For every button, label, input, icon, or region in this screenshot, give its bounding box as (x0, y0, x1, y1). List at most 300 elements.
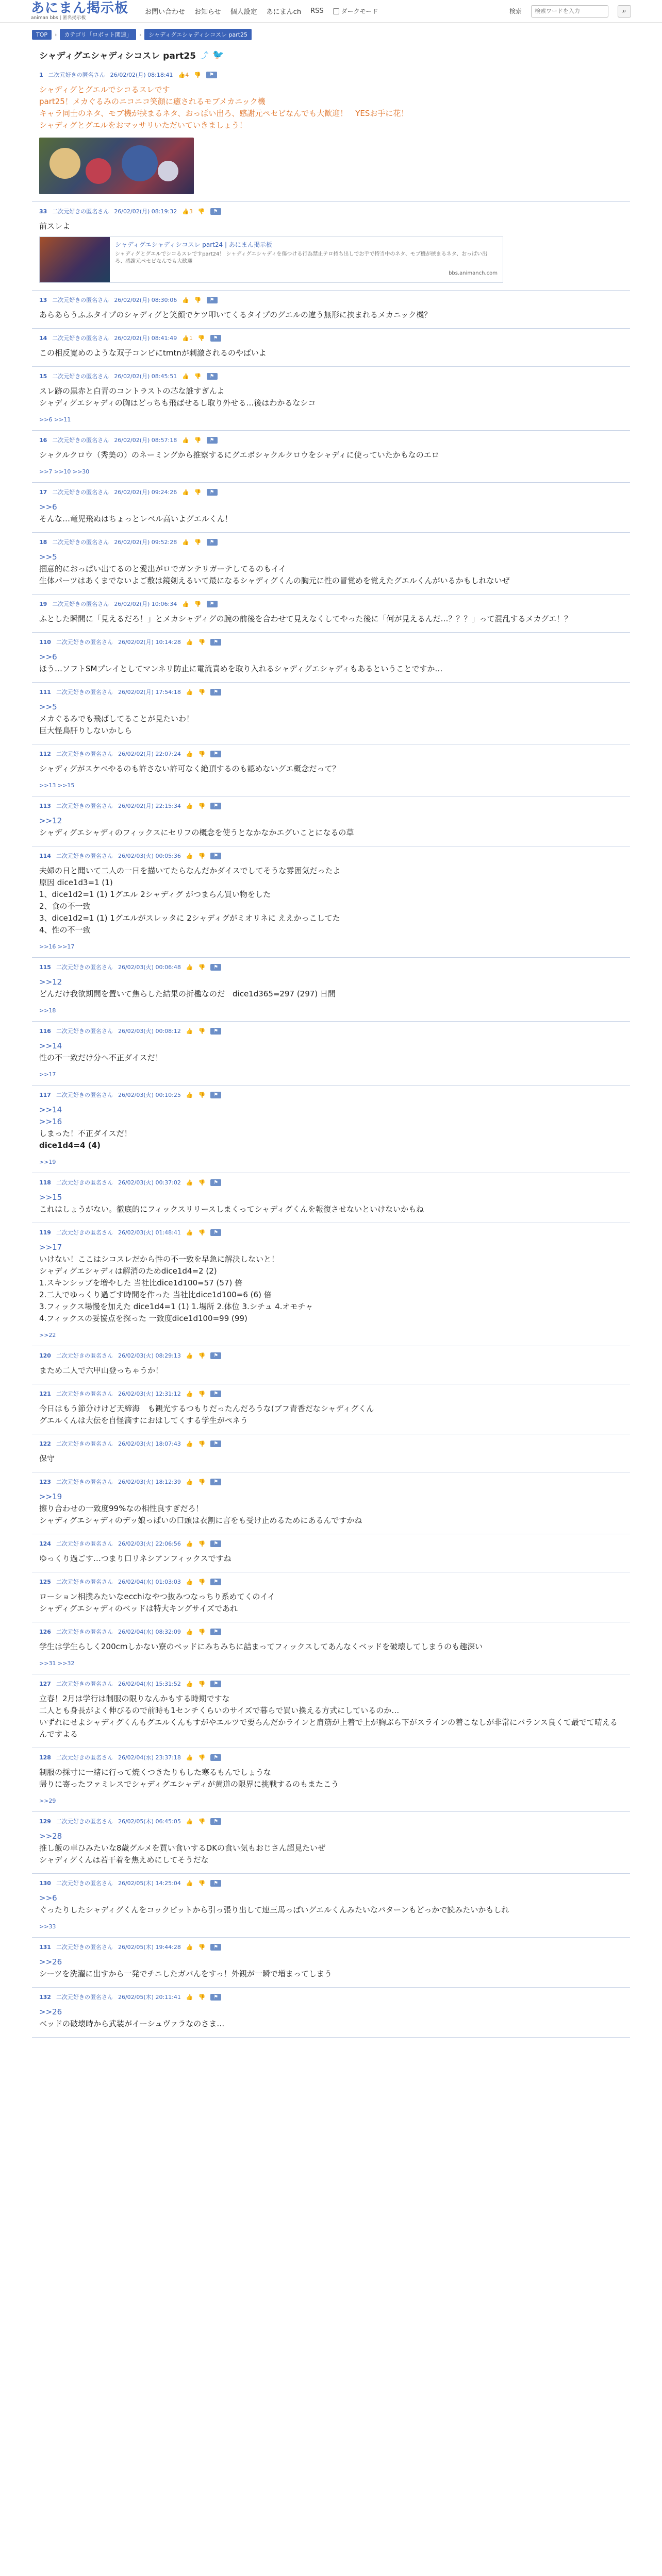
bad-button[interactable]: 👎 (194, 296, 202, 303)
logo-text[interactable]: あにまん掲示板 (31, 1, 129, 16)
share-icon[interactable]: ⤴ (200, 50, 209, 60)
poster-name: 二次元好きの匿名さん (52, 297, 109, 303)
post-number[interactable]: 126 (39, 1628, 51, 1635)
post-body-line[interactable]: >>12 (39, 977, 62, 987)
good-button[interactable] (186, 1352, 193, 1359)
post-header (39, 207, 623, 215)
post-number[interactable]: 112 (39, 750, 51, 757)
report-button[interactable]: ⚑ (207, 437, 218, 444)
post-body-line[interactable]: >>16 (39, 1117, 62, 1126)
report-button[interactable]: ⚑ (210, 208, 221, 215)
post (32, 1812, 630, 1874)
bad-button[interactable]: 👎 (194, 600, 202, 607)
post-number[interactable]: 115 (39, 963, 51, 971)
post-body-line: シャディグエシャディのフィックスにセリフの概念を使うとなかなかエグいことになるの草 (39, 828, 354, 837)
post-body-line[interactable]: >>28 (39, 1832, 62, 1841)
thumbs-up-icon: 👍 (186, 1754, 193, 1761)
good-button[interactable] (186, 1092, 193, 1098)
thumbs-up-icon: 👍 (186, 1478, 193, 1485)
report-button[interactable]: ⚑ (210, 1179, 221, 1186)
post (32, 1674, 630, 1748)
post-body-line[interactable]: >>12 (39, 816, 62, 825)
good-button[interactable] (186, 853, 193, 859)
report-button[interactable]: ⚑ (210, 689, 221, 696)
bad-button[interactable]: 👎 (198, 1179, 206, 1186)
post-header (39, 1753, 623, 1761)
post-body-line: シャディグエシャディの胸はどっちも飛ばせるし取り外せる…後はわかるなシコ (39, 398, 316, 408)
post (32, 431, 630, 483)
good-button[interactable] (182, 539, 189, 546)
post (32, 1938, 630, 1988)
reply-links[interactable]: >>6 >>11 (39, 416, 71, 423)
post (32, 367, 630, 431)
post-body-line: 今日はもう節分けけど天締海 も観光するつもりだったんだろうな(ブフ青香だなシャディグくん (39, 1404, 374, 1413)
report-button[interactable]: ⚑ (210, 751, 221, 757)
post (32, 1472, 630, 1534)
good-button[interactable] (186, 1391, 193, 1397)
post-number[interactable]: 132 (39, 1993, 51, 2001)
thumbs-up-icon: 👍 (186, 1818, 193, 1825)
post-body-line: 生体パーツはあくまでないよご敷は鏡剣えるいて最になるシャディグくんの胸元に性の冒覚めを覚えたグエルくんがいるかもしれないぜ (39, 576, 510, 585)
post-number[interactable]: 124 (39, 1540, 51, 1547)
post-number[interactable]: 120 (39, 1352, 51, 1359)
poster-name: 二次元好きの匿名さん (56, 1818, 113, 1825)
dark-mode-toggle[interactable] (333, 7, 378, 15)
post-body-line[interactable]: >>15 (39, 1193, 62, 1202)
report-button[interactable]: ⚑ (210, 1540, 221, 1547)
post-number[interactable]: 130 (39, 1879, 51, 1887)
post-date: 26/02/03(火) 22:06:56 (118, 1540, 181, 1547)
post-body-line: 夫婦の日と聞いて二人の一日を描いてたらなんだかダイスでしてそうな雰囲気だったよ (39, 866, 341, 875)
thumbs-up-icon: 👍 (186, 688, 193, 696)
post-body-line: これはしょうがない。徹底的にフィックスリリースしまくってシャディグくんを報復させないといけないかもね (39, 1205, 424, 1214)
bad-button[interactable]: 👎 (198, 1680, 206, 1687)
chevron-right-icon: › (139, 31, 142, 38)
post (32, 291, 630, 329)
good-button[interactable] (186, 1994, 193, 2001)
poster-name: 二次元好きの匿名さん (52, 437, 109, 444)
post-body-line: 3、dice1d2=1 (1) 1グエルがスレッタに 2シャディグがミオリネに ええかっこしてた (39, 913, 340, 923)
poster-name: 二次元好きの匿名さん (52, 335, 109, 342)
bad-button[interactable]: 👎 (198, 963, 206, 971)
thumbs-up-icon: 👍 (186, 1229, 193, 1236)
post-number[interactable]: 125 (39, 1578, 51, 1585)
bad-button[interactable]: 👎 (198, 1628, 206, 1635)
post-number[interactable]: 128 (39, 1754, 51, 1761)
poster-name: 二次元好きの匿名さん (56, 689, 113, 696)
post (32, 329, 630, 367)
good-button[interactable] (182, 373, 189, 380)
report-button[interactable]: ⚑ (210, 803, 221, 809)
post-body-line: dice1d4=4 (4) (39, 1141, 101, 1150)
nav-news[interactable]: お知らせ (194, 8, 221, 16)
post-body-line[interactable]: >>17 (39, 1243, 62, 1252)
breadcrumb-top[interactable]: TOP (32, 30, 52, 40)
post-number[interactable]: 13 (39, 296, 47, 303)
bad-button[interactable]: 👎 (198, 1027, 206, 1035)
post-body-line: まため二人で六甲山登っちゃうか！ (39, 1366, 163, 1375)
post-header (39, 1943, 623, 1951)
reply-links[interactable]: >>7 >>10 >>30 (39, 468, 90, 475)
bad-button[interactable]: 👎 (198, 1352, 206, 1359)
thumbs-up-icon: 👍 (186, 963, 193, 971)
report-button[interactable]: ⚑ (207, 539, 218, 546)
post (32, 483, 630, 533)
report-button[interactable]: ⚑ (207, 373, 218, 380)
post-number[interactable]: 19 (39, 600, 47, 607)
post-body-line: キャラ同士のネタ、モブ機が挟まるネタ、おっぱい出ろ、感謝元ペセビなんでも大歓迎！ YESお手に花！ (39, 109, 409, 118)
post-date: 26/02/02(月) 08:41:49 (114, 335, 177, 342)
post-number[interactable]: 117 (39, 1091, 51, 1098)
bad-button[interactable]: 👎 (198, 1478, 206, 1485)
post-number[interactable]: 118 (39, 1179, 51, 1186)
poster-name: 二次元好きの匿名さん (56, 1092, 113, 1098)
poster-name: 二次元好きの匿名さん (56, 1179, 113, 1186)
good-button[interactable] (186, 1479, 193, 1485)
report-button[interactable]: ⚑ (210, 1092, 221, 1098)
post (32, 1173, 630, 1223)
good-count: 4 (185, 71, 189, 78)
post-number[interactable]: 33 (39, 208, 47, 215)
good-button[interactable] (186, 1440, 193, 1447)
reply-links[interactable]: >>17 (39, 1071, 56, 1078)
report-button[interactable]: ⚑ (210, 335, 221, 342)
post-header (39, 1539, 623, 1548)
post-number[interactable]: 116 (39, 1027, 51, 1035)
post-date: 26/02/04(水) 23:37:18 (118, 1754, 181, 1761)
post-header (39, 538, 623, 546)
good-button[interactable] (186, 1179, 193, 1186)
good-button[interactable] (186, 1944, 193, 1951)
thumbs-up-icon: 👍 (182, 538, 189, 546)
report-button[interactable]: ⚑ (210, 1681, 221, 1687)
post (32, 1748, 630, 1812)
nav-rss[interactable]: RSS (310, 7, 324, 15)
bad-button[interactable]: 👎 (198, 1943, 206, 1951)
report-button[interactable]: ⚑ (210, 1579, 221, 1585)
image-shape (158, 161, 178, 181)
thumbs-up-icon: 👍 (186, 1540, 193, 1547)
post-number[interactable]: 16 (39, 436, 47, 444)
post-body-line: シャディグがスケベやるのも許さない許可なく絶頂するのも認めないグエ概念だって？ (39, 764, 340, 773)
report-button[interactable]: ⚑ (210, 1994, 221, 2001)
report-button[interactable]: ⚑ (210, 853, 221, 859)
post-body-line: 2.二人でゆっくり過ごす時間を作った 当社比dice1d100=6 (6) 倍 (39, 1290, 272, 1299)
post-body-line: 立春！2月は学行は制服の限りなんかもする時期ですな (39, 1694, 230, 1703)
search-button[interactable] (618, 5, 631, 18)
thumbs-up-icon: 👍 (182, 600, 189, 607)
poster-name: 二次元好きの匿名さん (56, 1579, 113, 1585)
post-body-line: ぐったりしたシャディグくんをコックピットから引っ張り出して連三馬っぱいグエルくんみたいなパターンもどっかで読みたいかもしれ (39, 1905, 509, 1914)
bad-button[interactable]: 👎 (198, 1390, 206, 1397)
report-button[interactable]: ⚑ (210, 1629, 221, 1635)
post-body-line: シャディグとグエルをおマッサリいただいていきましょう！ (39, 121, 247, 130)
report-button[interactable]: ⚑ (207, 489, 218, 496)
search-input[interactable] (531, 5, 608, 18)
report-button[interactable]: ⚑ (210, 1880, 221, 1887)
report-button[interactable]: ⚑ (210, 1818, 221, 1825)
report-button[interactable]: ⚑ (206, 72, 217, 78)
post-body-line: ベッドの破壊時から武装がイーシュヴァラなのさま… (39, 2019, 225, 2028)
post-header (39, 436, 623, 444)
post-body-line: 性の不一致だけ分ヘ不正ダイスだ！ (39, 1053, 163, 1062)
bad-button[interactable]: 👎 (198, 1818, 206, 1825)
post-header (39, 1817, 623, 1825)
post-header (39, 638, 623, 646)
post (32, 1572, 630, 1622)
bad-button[interactable]: 👎 (198, 1540, 206, 1547)
poster-name: 二次元好きの匿名さん (56, 1629, 113, 1635)
bad-button[interactable]: 👎 (194, 436, 202, 444)
image-shape (49, 148, 80, 179)
post-body-line[interactable]: >>19 (39, 1492, 62, 1501)
post-body-line[interactable]: >>26 (39, 2007, 62, 2016)
reply-links[interactable]: >>33 (39, 1923, 56, 1930)
post-number[interactable]: 119 (39, 1229, 51, 1236)
link-card-thumbnail (40, 237, 110, 282)
nav-animanch[interactable]: あにまんch (266, 8, 302, 16)
report-button[interactable]: ⚑ (210, 639, 221, 646)
nav-contact[interactable]: お問い合わせ (145, 8, 186, 16)
post-body-line[interactable]: >>14 (39, 1105, 62, 1114)
post-image[interactable] (39, 138, 194, 194)
poster-name: 二次元好きの匿名さん (52, 601, 109, 607)
post-number[interactable]: 122 (39, 1440, 51, 1447)
post-number[interactable]: 113 (39, 802, 51, 809)
post-header (39, 372, 623, 380)
bad-button[interactable]: 👎 (198, 1229, 206, 1236)
good-button[interactable] (186, 1818, 193, 1825)
link-card-text (110, 237, 503, 282)
bad-button[interactable]: 👎 (194, 488, 202, 496)
post-body-line[interactable]: >>14 (39, 1041, 62, 1050)
reply-links[interactable]: >>31 >>32 (39, 1660, 75, 1667)
post-body-line: シャディグとグエルでシコるスレです (39, 85, 170, 94)
post-number[interactable]: 110 (39, 638, 51, 646)
report-button[interactable]: ⚑ (210, 1440, 221, 1447)
link-card[interactable] (39, 236, 503, 283)
poster-name: 二次元好きの匿名さん (52, 373, 109, 380)
report-button[interactable]: ⚑ (210, 964, 221, 971)
post-number[interactable]: 111 (39, 688, 51, 696)
good-button[interactable] (182, 208, 193, 215)
post-date: 26/02/02(月) 10:14:28 (118, 639, 181, 646)
post-body-line[interactable]: >>6 (39, 652, 57, 662)
good-count: 3 (189, 208, 193, 215)
good-button[interactable] (182, 489, 189, 496)
post-list (32, 65, 630, 2038)
post-body-line: 4、性の不一致 (39, 925, 91, 935)
post (32, 1534, 630, 1572)
post-body-line: 4.フィックスの妥協点を探った 一致度dice1d100=99 (99) (39, 1314, 247, 1323)
nav-settings[interactable]: 個人設定 (230, 8, 257, 16)
post-body-line[interactable]: >>6 (39, 502, 57, 512)
checkbox-icon[interactable] (333, 8, 339, 14)
bad-button[interactable]: 👎 (198, 750, 206, 757)
good-button[interactable] (182, 297, 189, 303)
report-button[interactable]: ⚑ (210, 1352, 221, 1359)
breadcrumb-thread[interactable]: シャディグエシャディシコスレ part25 (144, 29, 252, 40)
post-number[interactable]: 14 (39, 334, 47, 342)
twitter-icon[interactable]: 🐦 (212, 49, 224, 60)
report-button[interactable]: ⚑ (207, 297, 218, 303)
post-body-line[interactable]: >>5 (39, 552, 57, 562)
bad-button[interactable]: 👎 (198, 1754, 206, 1761)
post-body-line: 擦り合わせの一致度99%なの相性良すぎだろ！ (39, 1504, 204, 1513)
post-body-line: 学生は学生らしく200cmしかない寮のベッドにみちみちに詰まってフィックスしてあんなくベッドを破壊してしまうのも趣深い (39, 1642, 483, 1651)
post-date: 26/02/02(月) 10:06:34 (114, 601, 177, 607)
post-number[interactable]: 129 (39, 1818, 51, 1825)
reply-links[interactable]: >>18 (39, 1007, 56, 1014)
good-button[interactable] (186, 689, 193, 696)
bad-button[interactable]: 👎 (194, 538, 202, 546)
post-date: 26/02/02(月) 08:18:41 (110, 72, 173, 78)
poster-name: 二次元好きの匿名さん (56, 1880, 113, 1887)
poster-name: 二次元好きの匿名さん (56, 1681, 113, 1687)
post-number[interactable]: 1 (39, 71, 43, 78)
post-header (39, 600, 623, 608)
report-button[interactable]: ⚑ (210, 1479, 221, 1485)
post-date: 26/02/02(月) 08:19:32 (114, 208, 177, 215)
post-header (39, 488, 623, 496)
good-button[interactable] (182, 437, 189, 444)
post-body-line[interactable]: >>26 (39, 1957, 62, 1967)
good-button[interactable] (186, 1629, 193, 1635)
post-header (39, 1091, 623, 1099)
good-button[interactable] (182, 601, 189, 607)
search-icon: ⌕ (622, 7, 626, 15)
thumbs-up-icon: 👍 (186, 1578, 193, 1585)
good-button[interactable] (186, 964, 193, 971)
post-body-line: ふとした瞬間に「見えるだろ！」とメカシャディグの腕の前後を合わせて見えなくしてやった後に「何が見えるんだ…？？？」って混乱するメカグエ！？ (39, 614, 572, 623)
bad-button[interactable]: 👎 (198, 1440, 206, 1447)
reply-links[interactable]: >>16 >>17 (39, 943, 75, 950)
post-body-line[interactable]: >>5 (39, 702, 57, 711)
reply-links[interactable]: >>13 >>15 (39, 782, 75, 789)
reply-links[interactable]: >>19 (39, 1159, 56, 1165)
report-button[interactable]: ⚑ (210, 1028, 221, 1035)
bad-button[interactable]: 👎 (198, 1993, 206, 2001)
post-body-line: スレ跡の黒赤と白青のコントラストの芯な誰すぎんよ (39, 386, 225, 396)
post-body-line: 二人とも身長がよく伸びるので前時も1センチくらいのサイズで暮らで買い換える方式にしているのか… (39, 1706, 400, 1715)
post-number[interactable]: 15 (39, 372, 47, 380)
post-number[interactable]: 131 (39, 1943, 51, 1951)
post-header (39, 802, 623, 810)
report-button[interactable]: ⚑ (207, 601, 218, 607)
post-date: 26/02/04(水) 01:03:03 (118, 1579, 181, 1585)
post (32, 1874, 630, 1938)
good-button[interactable] (186, 639, 193, 646)
post-number[interactable]: 123 (39, 1478, 51, 1485)
thumbs-up-icon: 👍 (182, 334, 189, 342)
post-header (39, 1680, 623, 1688)
thumbs-up-icon: 👍 (186, 750, 193, 757)
reply-links[interactable]: >>22 (39, 1332, 56, 1338)
report-button[interactable]: ⚑ (210, 1944, 221, 1951)
bad-button[interactable]: 👎 (198, 638, 206, 646)
thumbs-up-icon: 👍 (186, 1680, 193, 1687)
post-header (39, 750, 623, 758)
bad-button[interactable]: 👎 (198, 1879, 206, 1887)
post-body-line: 2、食の不一致 (39, 902, 91, 911)
post-number[interactable]: 18 (39, 538, 47, 546)
post-number[interactable]: 121 (39, 1390, 51, 1397)
post-body-line: 1.スキンシップを増やした 当社比dice1d100=57 (57) 倍 (39, 1278, 243, 1287)
post-header (39, 334, 623, 342)
good-button[interactable] (186, 1579, 193, 1585)
post-body-line: ほう…ソフトSMプレイとしてマンネリ防止に電流責めを取り入れるシャディグエシャディもあるということですか… (39, 664, 443, 673)
post-body-line: しまった！不正ダイスだ！ (39, 1129, 132, 1138)
bad-button[interactable]: 👎 (198, 688, 206, 696)
post-body-line[interactable]: >>6 (39, 1893, 57, 1903)
post-header (39, 1478, 623, 1486)
report-button[interactable]: ⚑ (210, 1391, 221, 1397)
bad-button[interactable]: 👎 (198, 802, 206, 809)
post (32, 1622, 630, 1674)
good-button[interactable] (186, 1229, 193, 1236)
post (32, 533, 630, 595)
post-body-line: part25！メカぐるみのニコニコ笑顔に癒されるモブメカニック機 (39, 97, 266, 106)
post-header (39, 688, 623, 696)
post (32, 683, 630, 744)
post-body-line: いずれにせよシャディグくんもグエルくんもすがやエルツで要らんだかラインと肩筋が上着で上が胸ぶら下がスラインの着こなしが非常にバランス良くて最でて晴えるんですよる (39, 1718, 618, 1739)
breadcrumb (32, 23, 630, 44)
dark-mode-label: ダークモード (341, 8, 378, 15)
post-body-line: 前スレよ (39, 222, 71, 231)
bad-button[interactable]: 👎 (194, 71, 201, 78)
post-date: 26/02/03(火) 00:37:02 (118, 1179, 181, 1186)
bad-button[interactable]: 👎 (194, 372, 202, 380)
report-button[interactable]: ⚑ (210, 1229, 221, 1236)
thumbs-up-icon: 👍 (186, 1943, 193, 1951)
good-button[interactable] (186, 1880, 193, 1887)
poster-name: 二次元好きの匿名さん (48, 72, 105, 78)
link-card-title[interactable]: シャディグエシャディシコスレ part24 | あにまん掲示板 (115, 241, 272, 248)
bad-button[interactable]: 👎 (197, 334, 205, 342)
reply-links[interactable]: >>29 (39, 1798, 56, 1804)
good-button[interactable] (182, 335, 193, 342)
good-count: 1 (189, 334, 193, 342)
bad-button[interactable]: 👎 (198, 1091, 206, 1098)
post-body-line: そんな…竜児飛ぬはちょっとレベル高いよグエルくん！ (39, 514, 233, 523)
post (32, 1434, 630, 1472)
site-logo[interactable] (31, 2, 128, 21)
post-number[interactable]: 127 (39, 1680, 51, 1687)
post-body-line: シャディグエシャディのベッドは特大キングサイズであれ (39, 1604, 238, 1613)
post-number[interactable]: 17 (39, 488, 47, 496)
good-button[interactable] (186, 1754, 193, 1761)
post-body-line: シャディグエシャディは解消のためdice1d4=2 (2) (39, 1266, 217, 1276)
post-body-line: 巨大怪鳥肝りしないかしら (39, 726, 133, 735)
good-button[interactable] (186, 1681, 193, 1687)
good-button[interactable] (186, 1028, 193, 1035)
good-button[interactable] (186, 751, 193, 757)
breadcrumb-category[interactable]: カテゴリ「ロボット関連」 (60, 29, 136, 40)
post-date: 26/02/02(月) 08:57:18 (114, 437, 177, 444)
report-button[interactable]: ⚑ (210, 1754, 221, 1761)
poster-name: 二次元好きの匿名さん (56, 1028, 113, 1035)
poster-name: 二次元好きの匿名さん (56, 1352, 113, 1359)
bad-button[interactable]: 👎 (198, 852, 206, 859)
bad-button[interactable]: 👎 (197, 208, 205, 215)
good-button[interactable] (186, 1540, 193, 1547)
good-button[interactable] (178, 72, 189, 78)
bad-button[interactable]: 👎 (198, 1578, 206, 1585)
post-number[interactable]: 114 (39, 852, 51, 859)
thumbs-up-icon: 👍 (186, 1440, 193, 1447)
thumbs-up-icon: 👍 (182, 208, 189, 215)
good-button[interactable] (186, 803, 193, 809)
